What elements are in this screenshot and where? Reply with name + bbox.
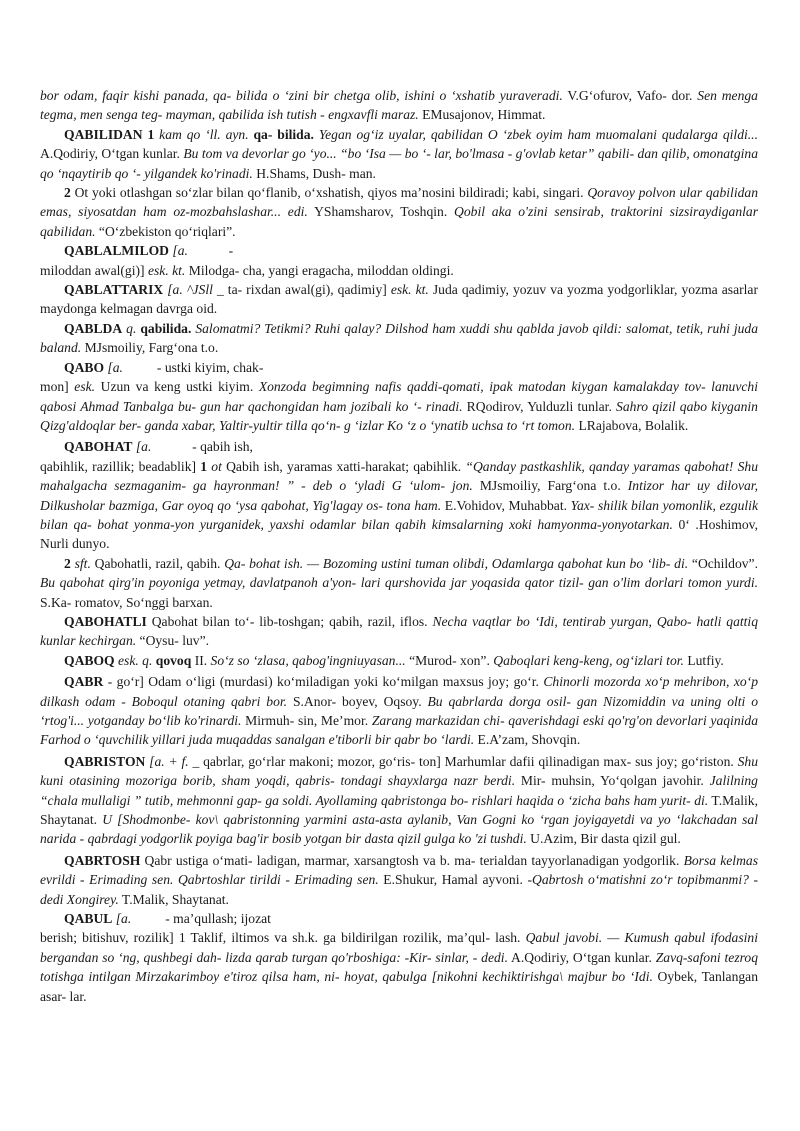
headword: QABLATTARIX: [64, 282, 164, 298]
usage-label: sft.: [74, 555, 91, 571]
example-text: Jalilning “chala mullaligi ” tutib, mehmonni gap- ga soldi. Ayollaming qabristonga bo- rishlari haqida o ‘zicha bahs ham yurit- di.: [40, 773, 758, 808]
source-text: H.Shams, Dush- man.: [252, 165, 376, 181]
headword: QABO: [64, 359, 105, 375]
etymology-text: qabihlik, razillik; beadablik]: [40, 458, 201, 474]
example-text: Bu tom va devorlar go ‘yo... “bo ‘Isa — bo ‘- lar, bo'lmasa - g'ovlab ketar” qabili- dan qilib, omonatgina qo ‘nqaytirib qo ‘- yilgandek ko'rinadi.: [40, 146, 758, 181]
definition-text: berish; bitishuv, rozilik] 1 Taklif, iltimos va sh.k. ga bildirilgan rozilik, ma’qul- lash.: [40, 930, 526, 946]
etymology-text: - qabih ish,: [151, 439, 253, 455]
entry-qabilidan: [40, 125, 758, 183]
entry-qabohatli: [40, 612, 758, 651]
example-text: bor odam, faqir kishi panada, qa- bilida o ‘zini bir chetga olib, ishini o ‘xshatib yuraveradi.: [40, 88, 563, 103]
dictionary-page: [40, 86, 758, 1006]
entry-qabr: [40, 672, 758, 750]
etymology-text: [a. ^JSll _: [163, 282, 224, 298]
entry-qablalmilod-cont: [40, 261, 758, 280]
example-text: Qa- bohat ish. — Bozoming ustini tuman olibdi, Odamlarga qabohat kun bo ‘lib- di.: [224, 555, 689, 571]
usage-label: q.: [126, 320, 137, 336]
etymology-text: [a. + f. _: [145, 753, 200, 769]
source-text: V.G‘ofurov, Vafo- dor.: [562, 88, 698, 103]
source-text: Oybek, Tanlangan asar- lar.: [40, 969, 758, 1004]
usage-label: esk. kt.: [147, 262, 186, 278]
entry-qabo-cont: [40, 377, 758, 435]
entry-qaboq: [40, 651, 758, 670]
entry-qabilidan-sense-2: [40, 183, 758, 241]
source-text: A.Qodiriy, O‘tgan kunlar.: [40, 146, 184, 162]
example-text: Qaboqlari keng-keng, og‘izlari tor.: [493, 652, 684, 668]
definition-text: - go‘r] Odam o‘ligi (murdasi) ko‘miladigan yoki ko‘milgan maxsus joy; go‘r.: [103, 674, 544, 690]
example-text: Qobil aka o'zini sensirab, traktorini sizsiraydiganlar qabilidan.: [40, 204, 758, 239]
headword: QABILIDAN 1: [64, 126, 155, 142]
entry-qablattarix: [40, 280, 758, 319]
source-text: “Murod- xon”.: [405, 652, 494, 668]
definition-text: Uzun va keng ustki kiyim.: [95, 379, 259, 395]
example-text: Xonzoda begimning nafis qaddi-qomati, ipak matodan kiygan kamalakday tov- lanuvchi qabosi Ahmad Tanbalga bu- gun har qachongidan ham jozibali ko ‘- rinadi.: [40, 379, 758, 414]
example-text: Zarang markazidan chi- qaverishdagi eski qo'rg'on devorlari yaqinida Farhod o ‘quvchilik yillari juda muqaddas sanalgan e'tiborli bir qabr bo ‘lardi.: [40, 713, 759, 748]
example-text: Yax- shilik bilan yomonlik, ezgulik bilan qa- bohat yonma-yon yurganidek, yaxshi odamlar bilan qabih kimsalarning xoki hamyonma-yonyotarkan.: [40, 497, 758, 532]
example-text: Yegan og‘iz uyalar, qabilidan O ‘zbek oyim ham muomalani qudalarga qildi...: [318, 126, 758, 142]
source-text: MJsmoiliy, Farg‘ona t.o.: [81, 340, 219, 356]
source-text: Mirmuh- sin, Me’mor.: [241, 713, 372, 728]
entry-qabohat-cont: [40, 457, 758, 554]
sense-number: 2: [64, 555, 71, 571]
etymology-text: -: [187, 243, 234, 259]
example-text: Sahro qizil qabo kiyganin Qizg'aldoqlar ber- ganda xabar, Yaltir-yultir tilla qo‘n- g ‘izlar Ko ‘z o ‘ynatib uchsa to ‘rt tomon.: [40, 398, 758, 433]
example-text: -Qabrtosh o‘matishni zo‘r topibmanmi? - dedi Xongirey.: [40, 872, 759, 907]
usage-label: esk. kt.: [390, 282, 429, 298]
definition-text: Qabohat bilan to‘- lib-toshgan; qabih, razil, iflos.: [146, 613, 433, 629]
example-text: Shu kuni otasining mozoriga borib, sham yoqdi, qabris- tondagi shayxlarga nazr berdi.: [40, 753, 758, 789]
example-text: Chinorli mozorda xo‘p mehribon, xo‘p dilkash odam - Boboqul otaning qabri bor.: [40, 674, 758, 709]
usage-label: kam qo ‘ll. ayn.: [159, 126, 249, 142]
headword: QABLALMILOD: [64, 243, 169, 259]
example-text: Borsa kelmas evrildi - Erimading sen. Qabrtoshlar tirildi - Erimading sen.: [40, 852, 758, 888]
source-text: E.Vohidov, Muhabbat.: [441, 497, 571, 513]
source-text: S.Anor- boyev, Oqsoy.: [287, 693, 428, 709]
definition-text: Qabohatli, razil, qabih.: [90, 555, 225, 571]
headword: QABOHATLI: [64, 613, 147, 629]
example-text: So‘z so ‘zlasa, qabog'ingniuyasan...: [210, 652, 406, 668]
definition-text: Juda qadimiy, yozuv va yozma yodgorliklar, yozma asarlar maydonga kelmagan davrga oid.: [40, 282, 758, 317]
source-text: EMusajonov, Himmat.: [418, 107, 546, 123]
entry-qabul-cont: [40, 928, 758, 1006]
source-text: “O‘zbekiston qo‘riqlari”.: [95, 223, 236, 239]
entry-continuation: [40, 86, 758, 125]
etymology-text: - ustki kiyim, chak-: [122, 359, 264, 375]
entry-qabul: [40, 909, 758, 928]
headword: QABRTOSH: [64, 852, 141, 868]
example-text: Zavq-safoni tezroq totishga intilgan Mirzakarimboy e'tiroz qilsa ham, ni- hoyat, qabulga [nikohni kechiktirishga\ majbur bo ‘Idi.: [40, 949, 758, 985]
headword: QABRISTON: [64, 753, 146, 769]
source-text: 0‘ .Hoshimov, Nurli dunyo.: [40, 516, 758, 552]
etymology-text: [a.: [169, 243, 188, 259]
etymology-text: [a.: [132, 439, 152, 455]
etymology-text: ta- rixdan awal(gi), qadimiy]: [223, 282, 391, 298]
source-text: A.Qodiriy, O‘tgan kunlar.: [507, 949, 656, 965]
example-text: U [Shodmonbe- kov\ qabristonning yarmini asta-asta aylanib, Van Gogni ko ‘rgan joyigayetdi va yo ‘lakchadan sal narida - qabrdagi yodgorlik poyiga bag'ir bosib yotgan bir dasta qizil gulga ko 'zi tushdi.: [40, 812, 758, 847]
definition-text: II.: [191, 652, 211, 668]
etymology-text: mon]: [40, 379, 75, 395]
sense-number: 1: [200, 458, 208, 474]
source-text: Lutfiy.: [683, 652, 724, 668]
definition-text: Qabr ustiga o‘mati- ladigan, marmar, xarsangtosh va b. ma- terialdan tayyorlanadigan yodgorlik.: [140, 852, 684, 868]
source-text: T.Malik, Shaytanat.: [118, 891, 229, 907]
definition-text: qabrlar, go‘rlar makoni; mozor, go‘ris- ton] Marhumlar dafii qilinadigan max- sus joy; go‘riston.: [199, 753, 738, 769]
synonym-ref: qovoq: [152, 652, 192, 668]
source-text: Mir- muhsin, Yo‘qolgan javohir.: [515, 773, 710, 789]
source-text: U.Azim, Bir dasta qizil gul.: [526, 831, 681, 847]
synonym-ref: qa- bilida.: [248, 126, 314, 142]
example-text: Qoravoy polvon ular qabilidan emas, siyosatdan ham oz-mozbahslashar... edi.: [40, 185, 759, 220]
source-text: RQodirov, Yulduzli tunlar.: [462, 398, 617, 414]
entry-qabohat: [40, 437, 758, 456]
etymology-text: - ma’qullash; ijozat: [131, 911, 271, 927]
headword: QABOQ: [64, 652, 115, 668]
source-text: YShamsharov, Toshqin.: [307, 204, 455, 220]
usage-label: esk.: [74, 379, 96, 395]
usage-label: esk. q.: [118, 652, 153, 668]
example-text: Intizor har uy dilovar, Dilkusholar bazmiga, Gar oyoq qo ‘ysa qabohat, Yig'lagay os- tona ham.: [40, 478, 758, 513]
entry-qablalmilod: [40, 241, 758, 260]
entry-qabrtosh: [40, 851, 758, 909]
entry-qabriston: [40, 752, 758, 849]
example-text: “Qanday pastkashlik, qanday yaramas qabohat! Shu mahalgacha sezmaganim- ga hayronman! ” - deb o ‘yladi G ‘ulom- jon.: [40, 458, 758, 494]
entry-qabohat-sense-2: [40, 554, 758, 612]
example-text: Bu qabrlarda dorga osil- gan Nizomiddin va uning olti o ‘rtog'i... yotganday bo‘lib ko'rinardi.: [40, 693, 758, 728]
definition-text: Qabih ish, yaramas xatti-harakat; qabihlik.: [221, 458, 466, 474]
definition-text: Milodga- cha, yangi eragacha, miloddan oldingi.: [185, 262, 454, 278]
etymology-text: [a.: [112, 911, 132, 927]
example-text: Necha vaqtlar bo ‘Idi, tentirab yurgan, Qabo- hatli qattiq kunlar kechirgan.: [40, 613, 758, 649]
headword: QABR: [64, 674, 104, 690]
source-text: “Oysu- luv”.: [136, 633, 210, 649]
source-text: LRajabova, Bolalik.: [575, 417, 689, 433]
definition-text: Ot yoki otlashgan so‘zlar bilan qo‘flanib, o‘xshatish, qiyos ma’nosini bildiradi; kabi, singari.: [70, 185, 588, 201]
headword: QABOHAT: [64, 439, 133, 455]
sense-number: 2: [64, 185, 71, 201]
entry-qablda: [40, 319, 758, 358]
example-text: Qabul javobi. — Kumush qabul ifodasini bergandan so ‘ng, qushbegi dah- lizda qarab turgan qo'rboshiga: -Kir- sinlar, - dedi.: [40, 930, 758, 965]
source-text: S.Ka- romatov, So‘nggi barxan.: [40, 594, 213, 610]
source-text: MJsmoiliy, Farg‘ona t.o.: [472, 478, 628, 494]
usage-label: ot: [211, 458, 222, 474]
example-text: Bu qabohat qirg'in poyoniga yetmay, davlatpanoh a'yon- lari qurshovida jar yoqasida qator tizil- gan o'lim dorlari tomon yurdi.: [40, 575, 758, 591]
source-text: E.A’zam, Shovqin.: [474, 732, 581, 748]
source-text: “Ochildov”.: [688, 555, 758, 571]
synonym-ref: qabilida.: [136, 320, 192, 336]
example-text: Sen menga tegma, men senga teg- mayman, qabilida ish tutish - engxavfli maraz.: [40, 88, 758, 123]
source-text: E.Shukur, Hamal ayvoni.: [378, 872, 528, 888]
source-text: T.Malik, Shaytanat.: [40, 792, 758, 828]
entry-qabo: [40, 358, 758, 377]
example-text: Salomatmi? Tetikmi? Ruhi qalay? Dilshod ham xuddi shu qablda javob qildi: salomat, tetik, ruhi juda baland.: [40, 320, 758, 356]
etymology-text: [a.: [104, 359, 123, 375]
headword: QABUL: [64, 911, 113, 927]
etymology-text: miloddan awal(gi)]: [40, 262, 148, 278]
headword: QABLDA: [64, 320, 123, 336]
